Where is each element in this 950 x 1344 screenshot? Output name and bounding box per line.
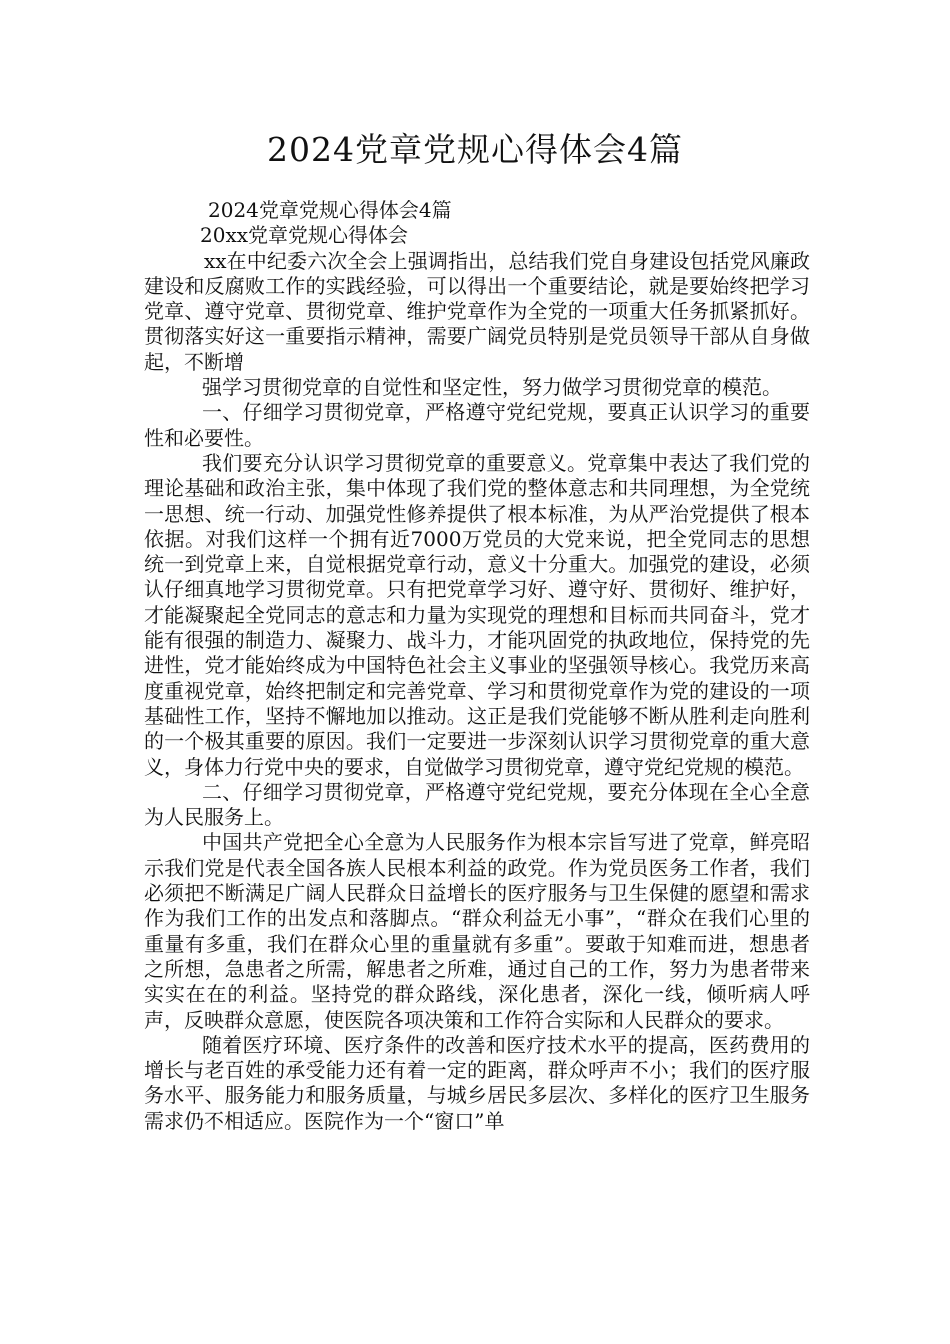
paragraph-4: 中国共产党把全心全意为人民服务作为根本宗旨写进了党章，鲜亮昭示我们党是代表全国各族人民根本利益的政党。作为党员医务工作者，我们必须把不断满足广阔人民群众日益增长的医疗服务与卫生保健的愿望和需求作为我们工作的出发点和落脚点。“群众利益无小事”，“群众在我们心里的重量有多重，我们在群众心里的重量就有多重”。要敢于知难而进，想患者之所想，急患者之所需，解患者之所难，通过自己的工作，努力为患者带来实实在在的利益。坚持党的群众路线，深化患者，深化一线，倾听病人呼声，反映群众意愿，使医院各项决策和工作符合实际和人民群众的要求。 bbox=[144, 830, 810, 1032]
subtitle-line: 2024党章党规心得体会4篇 bbox=[208, 198, 452, 222]
heading-section-1: 一、仔细学习贯彻党章，严格遵守党纪党规，要真正认识学习的重要性和必要性。 bbox=[144, 400, 810, 450]
document-title: 2024党章党规心得体会4篇 bbox=[267, 130, 683, 169]
paragraph-2: 强学习贯彻党章的自觉性和坚定性，努力做学习贯彻党章的模范。 bbox=[202, 375, 782, 400]
paragraph-3: 我们要充分认识学习贯彻党章的重要意义。党章集中表达了我们党的理论基础和政治主张，集中体现了我们党的整体意志和共同理想，为全党统一思想、统一行动、加强党性修养提供了根本标准，为从严治党提供了根本依据。对我们这样一个拥有近7000万党员的大党来说，把全党同志的思想统一到党章上来，自觉根据党章行动，意义十分重大。加强党的建设，必须认仔细真地学习贯彻党章。只有把党章学习好、遵守好、贯彻好、维护好，才能凝聚起全党同志的意志和力量为实现党的理想和目标而共同奋斗，党才能有很强的制造力、凝聚力、战斗力，才能巩固党的执政地位，保持党的先进性，党才能始终成为中国特色社会主义事业的坚强领导核心。我党历来高度重视党章，始终把制定和完善党章、学习和贯彻党章作为党的建设的一项基础性工作，坚持不懈地加以推动。这正是我们党能够不断从胜利走向胜利的一个极其重要的原因。我们一定要进一步深刻认识学习贯彻党章的重大意义，身体力行党中央的要求，自觉做学习贯彻党章，遵守党纪党规的模范。 bbox=[144, 450, 810, 779]
paragraph-5: 随着医疗环境、医疗条件的改善和医疗技术水平的提高，医药费用的增长与老百姓的承受能力还有着一定的距离，群众呼声不小；我们的医疗服务水平、服务能力和服务质量，与城乡居民多层次、多样化的医疗卫生服务需求仍不相适应。医院作为一个“窗口”单 bbox=[144, 1032, 810, 1133]
section-heading: 20xx党章党规心得体会 bbox=[200, 223, 409, 248]
paragraph-1: xx在中纪委六次全会上强调指出，总结我们党自身建设包括党风廉政建设和反腐败工作的实践经验，可以得出一个重要结论，就是要始终把学习党章、遵守党章、贯彻党章、维护党章作为全党的一项重大任务抓紧抓好。贯彻落实好这一重要指示精神，需要广阔党员特别是党员领导干部从自身做起，不断增 bbox=[144, 248, 810, 374]
heading-section-2: 二、仔细学习贯彻党章，严格遵守党纪党规，要充分体现在全心全意为人民服务上。 bbox=[144, 779, 810, 830]
document-body bbox=[144, 198, 810, 1134]
